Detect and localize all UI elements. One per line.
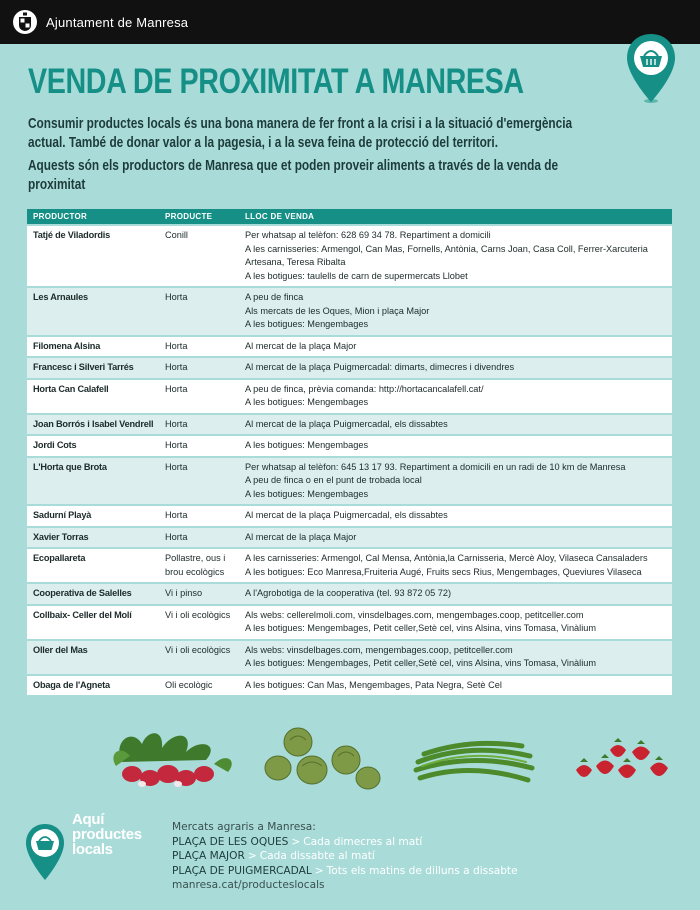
- sale-locations: [239, 226, 672, 286]
- column-header-lloc: LLOC DE VENDA: [239, 209, 672, 224]
- sale-location-line: A les botigues: Mengembages, Petit celler,Setè cel, vins Alsina, vins Tomasa, Vinàlium: [245, 623, 597, 633]
- table-row: [27, 288, 672, 335]
- radish-image: [102, 722, 244, 792]
- sale-location-line: Al mercat de la plaça Major: [245, 340, 357, 351]
- sale-location-line: Al mercat de la plaça Puigmercadal, els dissabtes: [245, 418, 448, 429]
- table-row: [27, 641, 672, 674]
- market-schedule: Tots els matins de dilluns a dissabte: [326, 864, 518, 877]
- market-schedule: Cada dissabte al matí: [259, 850, 375, 862]
- product-type: Vi i pinso: [159, 584, 239, 604]
- green-beans-image: [410, 722, 538, 792]
- column-header-productor: PRODUCTOR: [27, 209, 159, 224]
- page-title: VENDA DE PROXIMITAT A MANRESA: [28, 62, 524, 101]
- local-products-line: locals: [72, 841, 113, 858]
- local-products-line: productes: [72, 826, 142, 843]
- table-row: [27, 584, 672, 604]
- basket-badge-icon: [24, 822, 66, 882]
- sale-location-line: A les botigues: Mengembages, Petit celler,Setè cel, vins Alsina, vins Tomasa, Vinàlium: [245, 658, 597, 668]
- producer-name: L'Horta que Brota: [27, 458, 159, 505]
- crest-icon: [12, 9, 38, 35]
- sale-locations: [239, 337, 672, 357]
- producer-name: Filomena Alsina: [27, 337, 159, 357]
- product-type: Horta: [159, 458, 239, 505]
- producer-name: Ecopallareta: [27, 549, 159, 582]
- local-products-line: Aquí: [72, 811, 105, 828]
- producer-name: Joan Borrós i Isabel Vendrell: [27, 415, 159, 435]
- table-row: [27, 506, 672, 526]
- sale-locations: [239, 380, 672, 413]
- sale-location-line: Als webs: vinsdelbages.com, mengembages.coop, petitceller.com: [245, 644, 513, 655]
- product-type: Vi i oli ecològics: [159, 606, 239, 639]
- sale-location-line: A peu de finca, prèvia comanda: http://hortacancalafell.cat/: [245, 383, 484, 394]
- sale-location-line: Per whatsap al telèfon: 628 69 34 78. Repartiment a domicili: [245, 230, 491, 240]
- sale-location-line: A les botigues: Mengembages: [245, 440, 369, 450]
- market-name: PLAÇA MAJOR: [172, 850, 245, 862]
- basket-pin-icon: [625, 32, 677, 104]
- table-row: [27, 458, 672, 505]
- product-type: Horta: [159, 337, 239, 357]
- sale-location-line: Al mercat de la plaça Puigmercadal: dimarts, dimecres i divendres: [245, 362, 515, 372]
- market-row: [172, 835, 518, 850]
- sale-locations: [239, 584, 672, 604]
- producer-name: Obaga de l'Agneta: [27, 676, 159, 696]
- intro-paragraph: Consumir productes locals és una bona manera de fer front a la crisi i a la situació d'emergència actual. També de donar valor a la pagesia, i a la seva feina de protecció del territori.: [28, 115, 573, 151]
- local-products-label: [72, 812, 142, 857]
- sale-locations: [239, 358, 672, 378]
- sale-location-line: A les carnisseries: Armengol, Can Mas, Fornells, Antònia, Carns Joan, Casa Coll, Ferrer-Xarcuteria Artesana, Teresa Ribalta: [245, 243, 648, 267]
- market-arrow: >: [247, 850, 257, 862]
- table-body: [27, 226, 672, 695]
- intro-text: [28, 114, 613, 198]
- table-row: [27, 337, 672, 357]
- intro-paragraph: Aquests són els productors de Manresa que et poden proveir aliments a través de la venda de proximitat: [28, 157, 559, 193]
- market-row: [172, 849, 518, 864]
- producer-name: Horta Can Calafell: [27, 380, 159, 413]
- table-row: [27, 528, 672, 548]
- product-type: Pollastre, ous i brou ecològics: [159, 549, 239, 582]
- sale-locations: [239, 288, 672, 335]
- table-row: [27, 676, 672, 696]
- sale-location-line: A les botigues: Can Mas, Mengembages, Pata Negra, Setè Cel: [245, 679, 502, 690]
- producers-table: [27, 207, 672, 697]
- product-type: Horta: [159, 358, 239, 378]
- producer-name: Sadurní Playà: [27, 506, 159, 526]
- sale-locations: [239, 415, 672, 435]
- sale-location-line: A les botigues: Mengembages: [245, 397, 369, 407]
- producer-name: Les Arnaules: [27, 288, 159, 335]
- strawberry-image: [562, 722, 680, 792]
- sale-locations: [239, 528, 672, 548]
- sale-location-line: Als mercats de les Oques, Mion i plaça Major: [245, 305, 430, 316]
- product-type: Horta: [159, 436, 239, 456]
- sale-location-line: A les botigues: Eco Manresa,Fruiteria Augé, Fruits secs Rius, Mengembages, Queviures Vilaseca: [245, 566, 642, 577]
- column-header-producte: PRODUCTE: [159, 209, 239, 224]
- sale-location-line: A les botigues: Mengembages: [245, 319, 369, 329]
- sale-locations: [239, 606, 672, 639]
- product-type: Horta: [159, 288, 239, 335]
- market-name: PLAÇA DE PUIGMERCADAL: [172, 864, 312, 877]
- sale-locations: [239, 506, 672, 526]
- producer-name: Xavier Torras: [27, 528, 159, 548]
- table-header-row: [27, 209, 672, 224]
- sale-location-line: A peu de finca: [245, 292, 304, 302]
- sale-location-line: A les carnisseries: Armengol, Cal Mensa, Antònia,la Carnisseria, Mercè Aloy, Vilaseca Cansaladers: [245, 553, 648, 563]
- producer-name: Cooperativa de Salelles: [27, 584, 159, 604]
- table-row: [27, 436, 672, 456]
- sale-locations: [239, 641, 672, 674]
- sale-location-line: Al mercat de la plaça Puigmercadal, els dissabtes: [245, 510, 448, 520]
- website-link[interactable]: manresa.cat/producteslocals: [172, 879, 325, 891]
- table-row: [27, 415, 672, 435]
- market-schedule: Cada dimecres al matí: [303, 835, 423, 848]
- market-arrow: >: [291, 835, 301, 848]
- producer-name: Francesc i Silveri Tarrés: [27, 358, 159, 378]
- artichoke-image: [258, 722, 388, 792]
- sale-location-line: Als webs: cellerelmoli.com, vinsdelbages.com, mengembages.coop, petitceller.com: [245, 609, 584, 620]
- product-type: Horta: [159, 415, 239, 435]
- sale-locations: [239, 549, 672, 582]
- market-row: [172, 864, 518, 879]
- product-type: Vi i oli ecològics: [159, 641, 239, 674]
- producer-name: Jordi Cots: [27, 436, 159, 456]
- table-row: [27, 549, 672, 582]
- sale-location-line: Al mercat de la plaça Major: [245, 531, 357, 542]
- sale-location-line: A les botigues: taulells de carn de supermercats Llobet: [245, 270, 468, 281]
- sale-location-line: A les botigues: Mengembages: [245, 488, 369, 499]
- table-row: [27, 226, 672, 286]
- sale-location-line: Per whatsap al telèfon: 645 13 17 93. Repartiment a domicili en un radi de 10 km de Manresa: [245, 461, 626, 472]
- sale-locations: [239, 436, 672, 456]
- product-type: Horta: [159, 380, 239, 413]
- product-type: Horta: [159, 506, 239, 526]
- product-type: Oli ecològic: [159, 676, 239, 696]
- market-name: PLAÇA DE LES OQUES: [172, 835, 289, 848]
- table-row: [27, 380, 672, 413]
- sale-locations: [239, 676, 672, 696]
- producer-name: Tatjé de Viladordis: [27, 226, 159, 286]
- producer-name: Collbaix- Celler del Molí: [27, 606, 159, 639]
- producer-name: Oller del Mas: [27, 641, 159, 674]
- product-type: Conill: [159, 226, 239, 286]
- table-row: [27, 606, 672, 639]
- market-arrow: >: [314, 864, 324, 877]
- sale-location-line: A peu de finca o en el punt de trobada local: [245, 475, 422, 485]
- sale-locations: [239, 458, 672, 505]
- markets-info: [172, 820, 518, 893]
- sale-location-line: A l'Agrobotiga de la cooperativa (tel. 93 872 05 72): [245, 588, 452, 598]
- markets-title: Mercats agraris a Manresa:: [172, 821, 316, 833]
- brand-name: Ajuntament de Manresa: [46, 14, 189, 30]
- table-row: [27, 358, 672, 378]
- product-type: Horta: [159, 528, 239, 548]
- top-bar: [0, 0, 700, 44]
